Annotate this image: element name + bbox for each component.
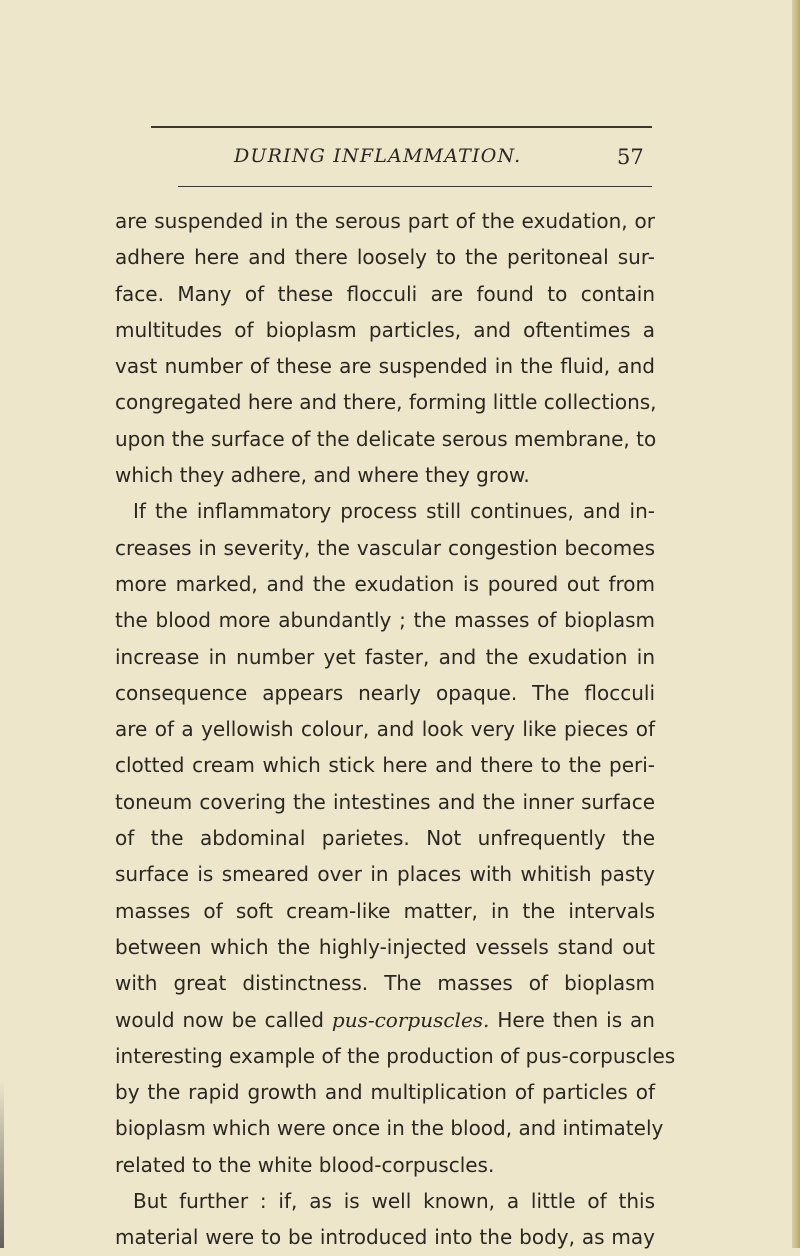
header-rule-bottom [178,186,652,187]
text-line: interesting example of the production of pus-corpuscles [115,1043,676,1068]
text-line: vast number of these are suspended in the fluid, and [115,354,655,379]
text-line: the blood more abundantly ; the masses of bioplasm [115,608,655,633]
text-line: masses of soft cream-like matter, in the intervals [115,898,655,923]
text-line: But further : if, as is well known, a little of this [133,1189,655,1214]
header-rule-top [151,126,652,128]
body-text [115,203,676,1256]
text-line: surface is smeared over in places with whitish pasty [115,862,655,887]
running-title: DURING INFLAMMATION. [234,145,522,167]
text-line: are of a yellowish colour, and look very like pieces of [115,717,655,742]
text-line: upon the surface of the delicate serous membrane, to [115,426,657,451]
text-line: congregated here and there, forming little collections, [115,390,657,415]
text-line: increase in number yet faster, and the exudation in [115,644,655,669]
binding-shadow [0,1080,4,1248]
text-line: material were to be introduced into the body, as may [115,1225,655,1250]
text-line: which they adhere, and where they grow. [115,463,530,488]
text-line: creases in severity, the vascular congestion becomes [115,535,655,560]
text-line [115,1002,655,1038]
text-line: are suspended in the serous part of the exudation, or [115,209,655,233]
text-line: adhere here and there loosely to the peritoneal sur- [115,245,655,270]
text-line: multitudes of bioplasm particles, and oftentimes a [115,317,655,342]
text-line: If the inflammatory process still continues, and in- [133,499,655,524]
text-line: between which the highly-injected vessels stand out [115,934,655,959]
text-line: related to the white blood-corpuscles. [115,1152,495,1177]
text-line: of the abdominal parietes. Not unfrequently the [115,826,655,851]
text-line: more marked, and the exudation is poured out from [115,571,655,596]
text-line: by the rapid growth and multiplication of particles of [115,1080,655,1105]
text-line: bioplasm which were once in the blood, and intimately [115,1116,664,1141]
page-edge [792,0,800,1248]
text-line: with great distinctness. The masses of bioplasm [115,971,655,996]
page-number: 57 [617,145,644,169]
text-line: toneum covering the intestines and the inner surface [115,789,655,814]
text-line: face. Many of these flocculi are found to contain [115,281,655,306]
text-span: would now be called [115,1007,332,1032]
text-line: clotted cream which stick here and there to the peri- [115,753,655,778]
text-span: Here then is an [489,1007,655,1032]
italic-term: pus-corpuscles. [331,1007,490,1032]
text-line: consequence appears nearly opaque. The flocculi [115,680,655,705]
